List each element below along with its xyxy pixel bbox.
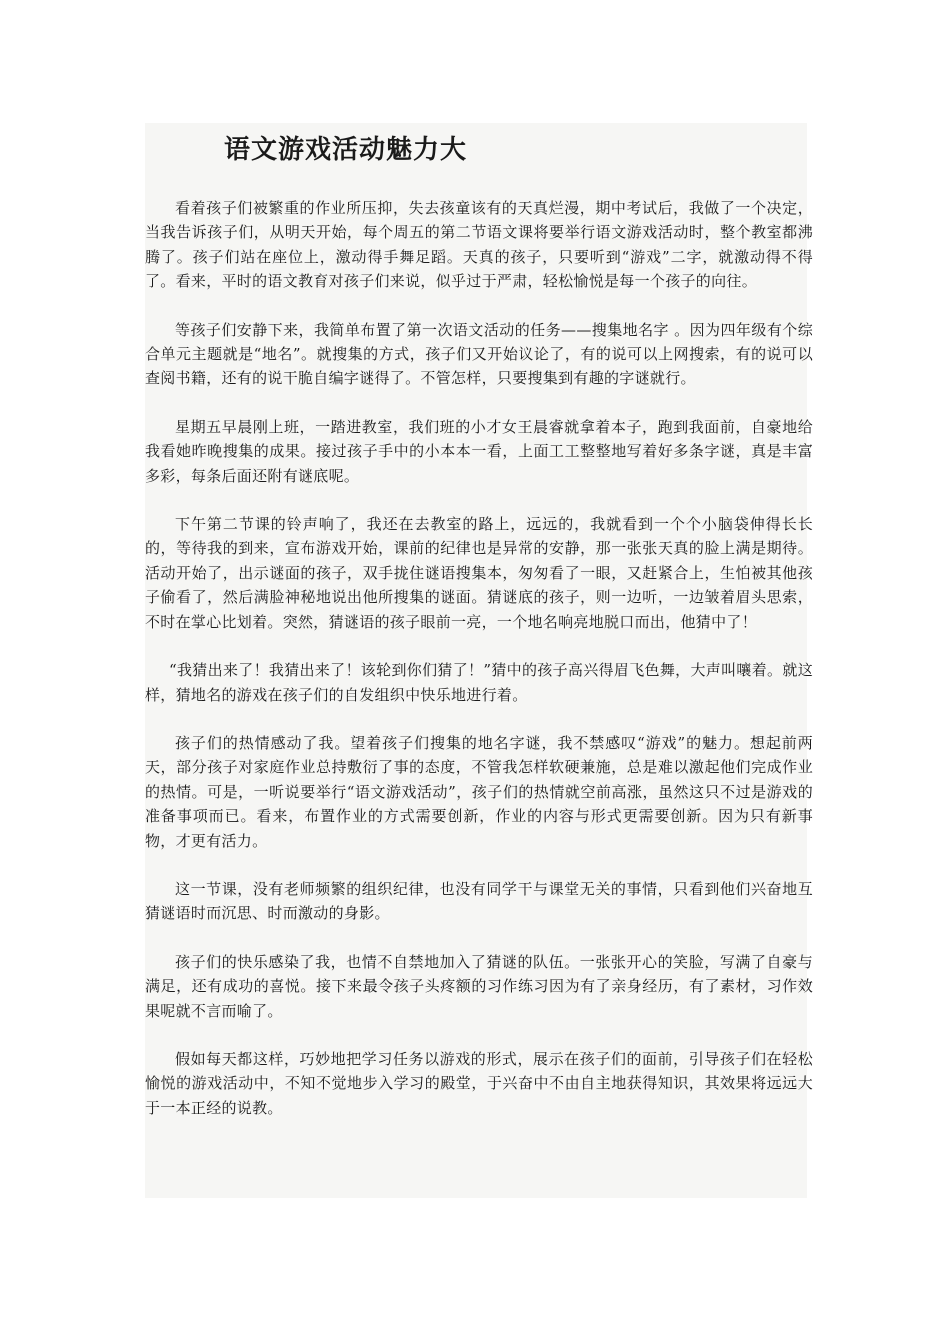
document-body <box>145 196 813 1144</box>
paragraph-1: 看着孩子们被繁重的作业所压抑，失去孩童该有的天真烂漫，期中考试后，我做了一个决定，当我告诉孩子们，从明天开始，每个周五的第二节语文课将要举行语文游戏活动时，整个教室都沸腾了。孩子们站在座位上，激动得手舞足蹈。天真的孩子，只要听到“游戏”二字，就激动得不得了。看来，平时的语文教育对孩子们来说，似乎过于严肃，轻松愉悦是每一个孩子的向往。 <box>145 199 813 291</box>
paragraph-5: “我猜出来了！我猜出来了！该轮到你们猜了！”猜中的孩子高兴得眉飞色舞，大声叫嚷着。就这样，猜地名的游戏在孩子们的自发组织中快乐地进行着。 <box>145 661 813 704</box>
paragraph-4: 下午第二节课的铃声响了，我还在去教室的路上，远远的，我就看到一个个小脑袋伸得长长的，等待我的到来，宣布游戏开始，课前的纪律也是异常的安静，那一张张天真的脸上满是期待。活动开始了，出示谜面的孩子，双手拢住谜语搜集本，匆匆看了一眼，又赶紧合上，生怕被其他孩子偷看了，然后满脸神秘地说出他所搜集的谜面。猜谜底的孩子，则一边听，一边皱着眉头思索，不时在掌心比划着。突然，猜谜语的孩子眼前一亮，一个地名响亮地脱口而出，他猜中了！ <box>145 515 813 631</box>
paragraph-9: 假如每天都这样，巧妙地把学习任务以游戏的形式，展示在孩子们的面前，引导孩子们在轻松愉悦的游戏活动中，不知不觉地步入学习的殿堂，于兴奋中不由自主地获得知识，其效果将远远大于一本正经的说教。 <box>145 1049 813 1117</box>
paragraph-7: 这一节课，没有老师频繁的组织纪律，也没有同学干与课堂无关的事情，只看到他们兴奋地互猜谜语时而沉思、时而激动的身影。 <box>145 879 813 923</box>
document-title: 语文游戏活动魅力大 <box>224 135 468 165</box>
paragraph-3: 星期五早晨刚上班，一踏进教室，我们班的小才女王晨睿就拿着本子，跑到我面前，自豪地给我看她昨晚搜集的成果。接过孩子手中的小本本一看，上面工工整整地写着好多条字谜，真是丰富多彩，每条后面还附有谜底呢。 <box>145 417 813 485</box>
paragraph-2: 等孩子们安静下来，我简单布置了第一次语文活动的任务——搜集地名字 。因为四年级有个综合单元主题就是“地名”。就搜集的方式，孩子们又开始议论了，有的说可以上网搜索，有的说可以查阅书籍，还有的说干脆自编字谜得了。不管怎样，只要搜集到有趣的字谜就行。 <box>145 320 813 388</box>
paragraph-6: 孩子们的热情感动了我。望着孩子们搜集的地名字谜，我不禁感叹“游戏”的魅力。想起前两天，部分孩子对家庭作业总持敷衍了事的态度，不管我怎样软硬兼施，总是难以激起他们完成作业的热情。可是，一听说要举行“语文游戏活动”，孩子们的热情就空前高涨，虽然这只不过是游戏的准备事项而已。看来，布置作业的方式需要创新，作业的内容与形式更需要创新。因为只有新事物，才更有活力。 <box>145 733 813 850</box>
paragraph-8: 孩子们的快乐感染了我，也情不自禁地加入了猜谜的队伍。一张张开心的笑脸，写满了自豪与满足，还有成功的喜悦。接下来最令孩子头疼额的习作练习因为有了亲身经历，有了素材，习作效果呢就不言而喻了。 <box>145 952 813 1020</box>
